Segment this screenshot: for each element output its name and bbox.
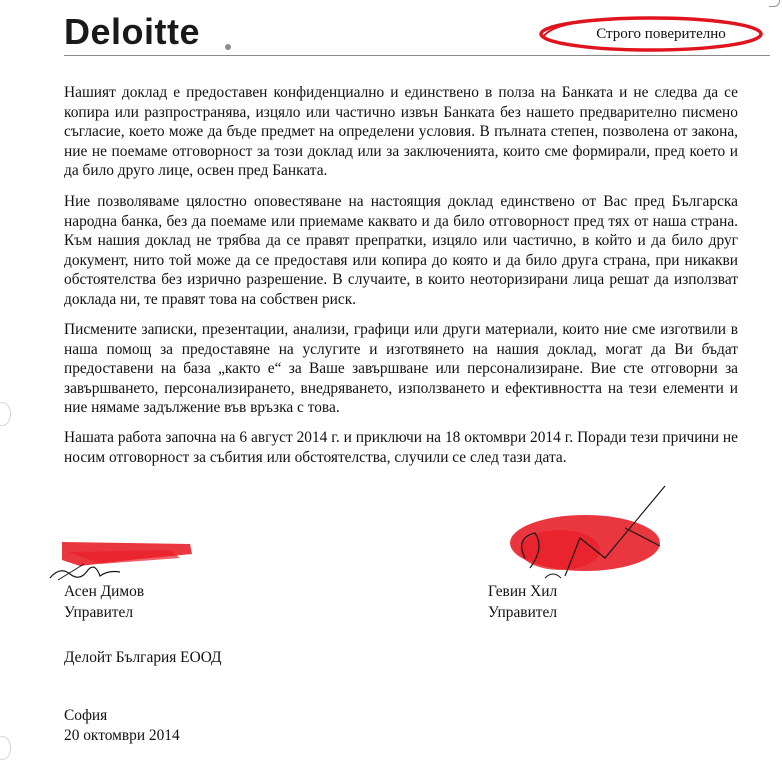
paragraph-disclosure: Ние позволяваме цялостно оповестяване на настоящия доклад единствено от Вас пред Българска народна банка, без да поемаме или приемаме каквато и да било отговорност пред тях от наша страна. Към нашия доклад не трябва да се правят препратки, изцяло или частично, в който и да било друг документ, нито той може да се предоставя или копира до която и да било друга страна, при никакви обстоятелства без изрично разрешение. В случаите, в които неоторизирани лица решат да използват доклада ни, те правят това на собствен риск.	[64, 193, 738, 308]
right-signatory-role: Управител	[488, 604, 558, 621]
document-date: 20 октомври 2014	[64, 727, 180, 744]
punch-hole-mark	[0, 402, 11, 426]
right-signature-redacted	[505, 478, 695, 588]
paragraph-confidentiality: Нашият доклад е предоставен конфиденциално и единствено в полза на Банката и не следва да се копира или разпространява, изцяло или частично извън Банката без нашето предварително писмено съгласие, което може да бъде предмет на определени условия. В пълната степен, позволена от закона, ние не поемаме отговорност за този доклад или за заключенията, които сме формирали, пред което и да било друго лице, освен пред Банката.	[64, 84, 738, 180]
city: София	[64, 707, 108, 724]
deloitte-logo: Deloitte	[64, 11, 201, 52]
left-signatory-role: Управител	[64, 604, 134, 621]
right-signatory-name: Гевин Хил	[488, 583, 558, 600]
paragraph-materials: Писмените записки, презентации, анализи, графици или други материали, които ние сме изготвили в наша помощ за предоставяне на услугите и изготвянето на нашия доклад, могат да Ви бъдат предоставени на база „както е“ за Ваше завършване или персонализиране. Вие сте отговорни за завършването, персонализирането, внедряването, използването и ефективността на тези елементи и ние нямаме задължение във връзка с това.	[64, 321, 738, 417]
punch-hole-mark	[0, 736, 11, 760]
left-signatory-name: Асен Димов	[64, 583, 145, 600]
left-signature-redacted	[40, 530, 210, 590]
confidential-label: Строго поверително	[596, 26, 726, 42]
company-name: Делойт България ЕООД	[64, 649, 222, 666]
logo-dot	[225, 44, 231, 50]
header-divider	[64, 55, 770, 56]
page-corner-mark	[769, 0, 780, 7]
paragraph-work-period: Нашата работа започна на 6 август 2014 г. и приключи на 18 октомври 2014 г. Поради тези причини не носим отговорност за събития или обстоятелства, случили се след тази дата.	[64, 429, 738, 466]
